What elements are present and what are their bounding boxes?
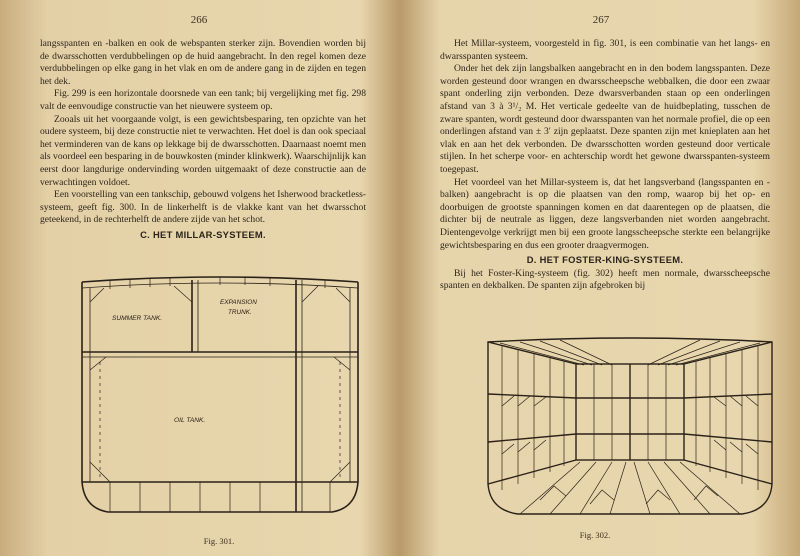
right-page-text [440, 38, 770, 293]
paragraph: Bij het Foster-King-systeem (fig. 302) heeft men normale, dwarsscheepsche spanten en dekbalken. De spanten zijn afgebroken bij [440, 267, 770, 292]
paragraph: Een voorstelling van een tankschip, gebouwd volgens het Isherwood bracketless-systeem, geeft fig. 300. In de linkerhelft is de vlakke kant van het dwarsschot geteekend, in de rechterhelft de andere zijde van het schot. [40, 189, 366, 226]
page-number: 267 [592, 14, 610, 26]
paragraph: Het voordeel van het Millar-systeem is, dat het langsverband (langsspanten en -balken) aangebracht is op die plaatsen van den romp, waarop bij het op- en doorbuigen de grootste spanningen komen en dat daarentegen op de plaatsen, die dichter bij de neutrale as liggen, deze langsverbanden niet worden aangebracht. Dientengevolge verkrijgt men bij een groote langsscheepsche sterkte een belangrijke gewichtsbesparing en dus een grooter draagvermogen. [440, 176, 770, 251]
paragraph: Het Millar-systeem, voorgesteld in fig. 301, is een combinatie van het langs- en dwarsspanten systeem. [440, 38, 770, 62]
summer-tank-label: SUMMER TANK. [112, 315, 163, 322]
figure-caption: Fig. 302. [579, 530, 611, 540]
paragraph: Onder het dek zijn langsbalken aangebracht en in den bodem langsspanten. Deze worden gesteund door wrangen en dwarsscheepsche webbalken, die door een zwaar spant onderling zijn verbonden. Deze dwarsverbanden staan op een onderlingen afstand van 3 à 3¹/₂ M. Het verticale gedeelte van de huidbeplating, tusschen de zware spanten, wordt gesteund door dwarsspanten van het normale profiel, die op een onderlingen afstand van ± 3′ zijn geplaatst. Deze spanten zijn met knieplaten aan het vlak en aan het dek verbonden. De dwarsschotten worden gesteund door verticale stijlen. In het scherpe voor- en achterschip wordt het gewone dwarsspanten-systeem toegepast. [440, 63, 770, 175]
right-page [402, 0, 800, 556]
figure-301-millar-diagram [70, 262, 370, 530]
paragraph: Zooals uit het voorgaande volgt, is een gewichtsbesparing, ten opzichte van het oudere systeem, bij deze constructie niet te verwachten. Het doel is dan ook speciaal het verminderen van de kans op lekkage bij de dwarsschotten. Daarnaast noemt men als voordeel een besparing in de bouwkosten (minder klinkwerk). Waarschijnlijk kan eerst door langdurige ondervinding worden uitgemaakt of deze constructie aan de verwachtingen voldoet. [40, 113, 366, 188]
trunk-label: TRUNK. [228, 309, 252, 316]
section-heading: C. HET MILLAR-SYSTEEM. [140, 228, 266, 240]
oil-tank-label: OIL TANK. [174, 417, 206, 424]
left-page-text [40, 38, 366, 243]
paragraph: langsspanten en -balken en ook de webspanten sterker zijn. Bovendien worden bij de dwarsschotten verdubbelingen op de huid aangebracht. In den regel komen deze verdubbelingen op elke gang in het vlak en om de andere gang in de zijden en tegen het dek. [40, 38, 366, 87]
figure-302-foster-king-diagram [480, 334, 780, 520]
expansion-label: EXPANSION [220, 299, 257, 306]
section-heading: D. HET FOSTER-KING-SYSTEEM. [526, 254, 684, 266]
page-number: 266 [190, 14, 208, 26]
paragraph: Fig. 299 is een horizontale doorsnede van een tank; bij vergelijking met fig. 298 valt de eenvoudige constructie van het nieuwere systeem op. [40, 88, 366, 112]
left-page [0, 0, 398, 556]
figure-caption: Fig. 301. [203, 536, 235, 546]
